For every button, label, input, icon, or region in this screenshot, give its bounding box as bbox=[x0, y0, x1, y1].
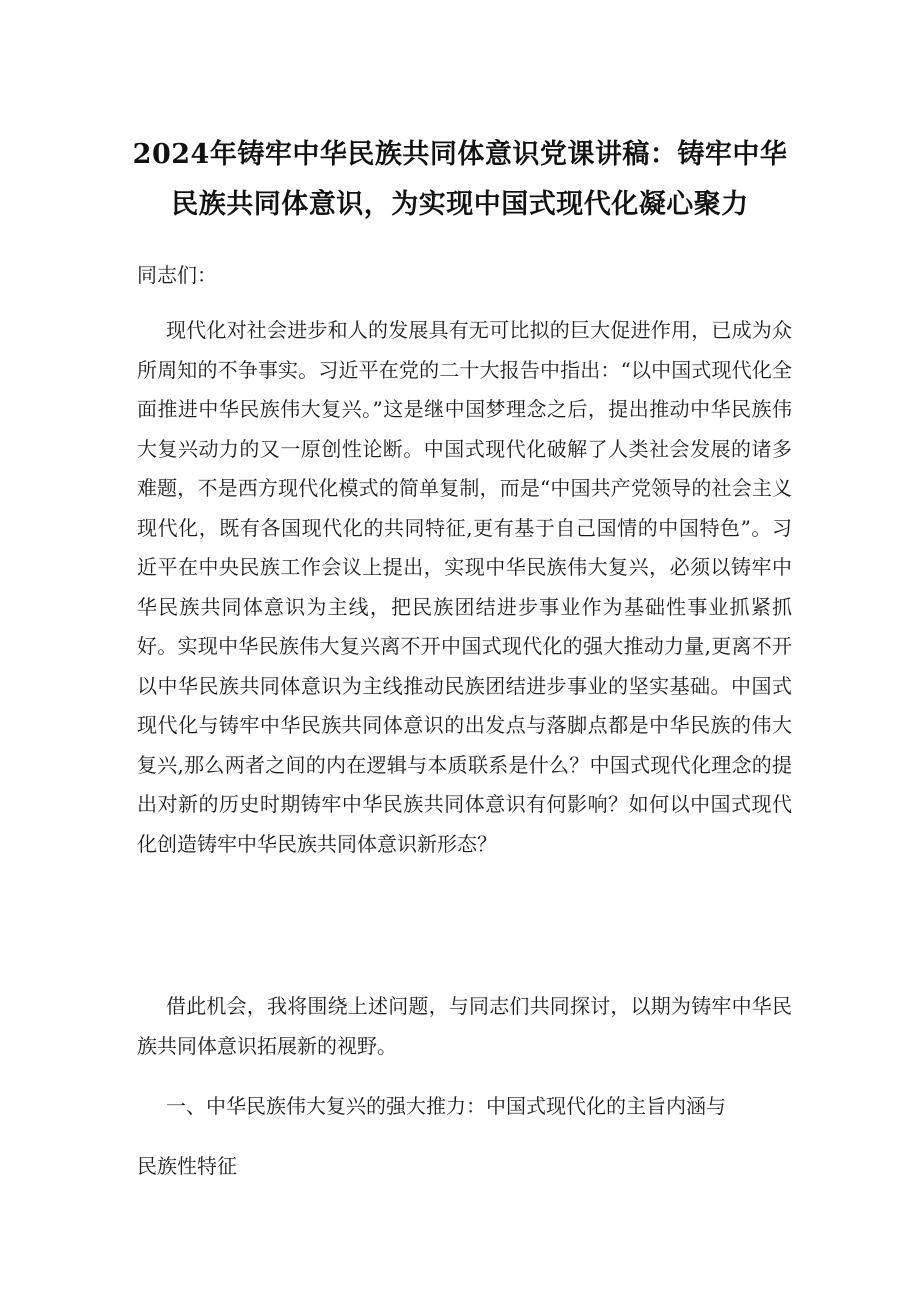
document-title: 2024年铸牢中华民族共同体意识党课讲稿：铸牢中华民族共同体意识，为实现中国式现代化凝心聚力 bbox=[132, 139, 788, 221]
paragraph-intro: 现代化对社会进步和人的发展具有无可比拟的巨大促进作用，已成为众所周知的不争事实。习近平在党的二十大报告中指出：“以中国式现代化全面推进中华民族伟大复兴。”这是继中国梦理念之后，提出推动中华民族伟大复兴动力的又一原创性论断。中国式现代化破解了人类社会发展的诸多难题，不是西方现代化模式的简单复制，而是“中国共产党领导的社会主义现代化，既有各国现代化的共同特征,更有基于自己国情的中国特色”。习近平在中央民族工作会议上提出，实现中华民族伟大复兴，必须以铸牢中华民族共同体意识为主线，把民族团结进步事业作为基础性事业抓紧抓好。实现中华民族伟大复兴离不开中国式现代化的强大推动力量,更离不开以中华民族共同体意识为主线推动民族团结进步事业的坚实基础。中国式现代化与铸牢中华民族共同体意识的出发点与落脚点都是中华民族的伟大复兴,那么两者之间的内在逻辑与本质联系是什么？中国式现代化理念的提出对新的历史时期铸牢中华民族共同体意识有何影响？如何以中国式现代化创造铸牢中华民族共同体意识新形态？ bbox=[137, 318, 792, 856]
section-heading-line1: 一、中华民族伟大复兴的强大推力：中国式现代化的主旨内涵与 bbox=[166, 1094, 726, 1118]
section-heading-line2: 民族性特征 bbox=[137, 1154, 237, 1178]
greeting: 同志们： bbox=[137, 263, 217, 287]
paragraph-purpose: 借此机会，我将围绕上述问题，与同志们共同探讨，以期为铸牢中华民族共同体意识拓展新的视野。 bbox=[137, 994, 792, 1058]
